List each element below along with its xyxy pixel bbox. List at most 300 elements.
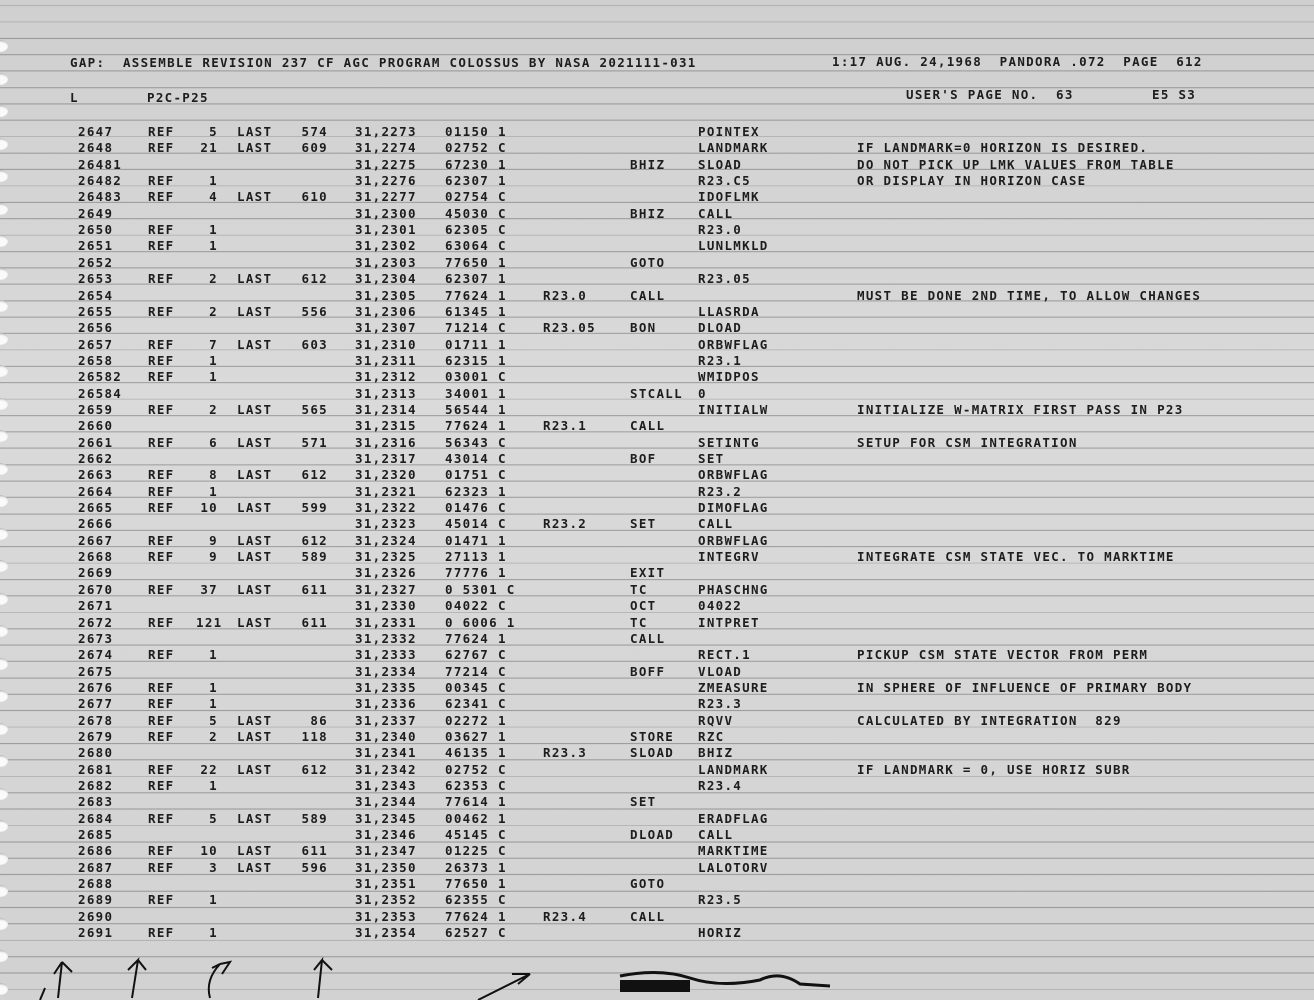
octal-word: 26373 1 bbox=[445, 859, 507, 875]
table-row bbox=[0, 632, 1314, 648]
address: 31,2333 bbox=[355, 647, 417, 663]
comment: CALCULATED BY INTEGRATION 829 bbox=[857, 712, 1122, 728]
last-page: 571 bbox=[301, 434, 328, 450]
address: 31,2342 bbox=[355, 761, 417, 777]
last-keyword: LAST bbox=[237, 140, 273, 156]
operand: LANDMARK bbox=[698, 140, 769, 156]
octal-word: 01711 1 bbox=[445, 336, 507, 352]
operand: 0 bbox=[698, 385, 707, 401]
line-number: 2666 bbox=[78, 516, 114, 532]
octal-word: 77624 1 bbox=[445, 630, 507, 646]
ref-keyword: REF bbox=[148, 859, 175, 875]
last-keyword: LAST bbox=[237, 124, 273, 139]
comment: INITIALIZE W-MATRIX FIRST PASS IN P23 bbox=[857, 401, 1184, 417]
table-row bbox=[0, 763, 1314, 779]
ref-count: 1 bbox=[209, 238, 218, 254]
last-keyword: LAST bbox=[237, 712, 273, 728]
ref-count: 4 bbox=[209, 189, 218, 205]
ref-keyword: REF bbox=[148, 189, 175, 205]
opcode: DLOAD bbox=[630, 827, 675, 843]
code-label: R23.0 bbox=[543, 287, 588, 303]
last-page: 612 bbox=[301, 271, 328, 287]
address: 31,2305 bbox=[355, 287, 417, 303]
address: 31,2340 bbox=[355, 728, 417, 744]
line-number: 2670 bbox=[78, 581, 114, 597]
line-number: 2675 bbox=[78, 663, 114, 679]
octal-word: 61345 1 bbox=[445, 303, 507, 319]
table-row bbox=[0, 828, 1314, 844]
octal-word: 43014 C bbox=[445, 451, 507, 466]
table-row bbox=[0, 550, 1314, 566]
address: 31,2313 bbox=[355, 385, 417, 401]
last-keyword: LAST bbox=[237, 434, 273, 450]
table-row bbox=[0, 141, 1314, 157]
last-keyword: LAST bbox=[237, 614, 273, 630]
table-row bbox=[0, 795, 1314, 811]
line-number: 2657 bbox=[78, 336, 114, 352]
last-page: 610 bbox=[301, 189, 328, 205]
line-number: 2688 bbox=[78, 876, 114, 892]
table-row bbox=[0, 174, 1314, 190]
address: 31,2326 bbox=[355, 565, 417, 581]
ref-count: 1 bbox=[209, 892, 218, 908]
address: 31,2304 bbox=[355, 271, 417, 287]
octal-word: 62315 1 bbox=[445, 352, 507, 368]
line-number: 2652 bbox=[78, 254, 114, 270]
operand: 04022 bbox=[698, 598, 743, 614]
line-number: 2681 bbox=[78, 761, 114, 777]
comment: SETUP FOR CSM INTEGRATION bbox=[857, 434, 1078, 450]
last-page: 612 bbox=[301, 467, 328, 483]
ref-count: 1 bbox=[209, 173, 218, 189]
comment: OR DISPLAY IN HORIZON CASE bbox=[857, 173, 1087, 189]
ref-count: 5 bbox=[209, 124, 218, 139]
ref-keyword: REF bbox=[148, 778, 175, 793]
line-number: 26483 bbox=[78, 189, 123, 205]
address: 31,2331 bbox=[355, 614, 417, 630]
address: 31,2315 bbox=[355, 418, 417, 434]
line-number: 2655 bbox=[78, 303, 114, 319]
octal-word: 77624 1 bbox=[445, 287, 507, 303]
comment: MUST BE DONE 2ND TIME, TO ALLOW CHANGES bbox=[857, 287, 1202, 303]
line-number: 2649 bbox=[78, 205, 114, 221]
operand: SETINTG bbox=[698, 434, 760, 450]
last-page: 556 bbox=[301, 303, 328, 319]
table-row bbox=[0, 190, 1314, 206]
octal-word: 77624 1 bbox=[445, 418, 507, 434]
line-number: 2686 bbox=[78, 843, 114, 859]
last-page: 611 bbox=[301, 614, 328, 630]
ref-keyword: REF bbox=[148, 712, 175, 728]
octal-word: 62353 C bbox=[445, 778, 507, 793]
subheader-user-page: USER'S PAGE NO. 63 bbox=[906, 87, 1074, 102]
sprocket-hole bbox=[0, 105, 8, 117]
last-page: 611 bbox=[301, 843, 328, 859]
octal-word: 46135 1 bbox=[445, 745, 507, 761]
last-keyword: LAST bbox=[237, 549, 273, 565]
address: 31,2323 bbox=[355, 516, 417, 532]
last-keyword: LAST bbox=[237, 189, 273, 205]
address: 31,2345 bbox=[355, 810, 417, 826]
ref-count: 3 bbox=[209, 859, 218, 875]
octal-word: 71214 C bbox=[445, 320, 507, 336]
ref-keyword: REF bbox=[148, 238, 175, 254]
ref-count: 121 bbox=[196, 614, 223, 630]
table-row bbox=[0, 452, 1314, 468]
octal-word: 62307 1 bbox=[445, 271, 507, 287]
opcode: CALL bbox=[630, 287, 666, 303]
octal-word: 62323 1 bbox=[445, 483, 507, 499]
octal-word: 03001 C bbox=[445, 369, 507, 385]
ref-keyword: REF bbox=[148, 500, 175, 516]
code-label: R23.1 bbox=[543, 418, 588, 434]
ref-count: 6 bbox=[209, 434, 218, 450]
last-page: 599 bbox=[301, 500, 328, 516]
operand: SET bbox=[698, 451, 725, 466]
operand: R23.5 bbox=[698, 892, 743, 908]
address: 31,2332 bbox=[355, 630, 417, 646]
opcode: EXIT bbox=[630, 565, 666, 581]
ref-keyword: REF bbox=[148, 434, 175, 450]
listing-header-date-page: 1:17 AUG. 24,1968 PANDORA .072 PAGE 612 bbox=[832, 54, 1203, 69]
last-keyword: LAST bbox=[237, 761, 273, 777]
address: 31,2325 bbox=[355, 549, 417, 565]
table-row bbox=[0, 730, 1314, 746]
ref-keyword: REF bbox=[148, 581, 175, 597]
operand: CALL bbox=[698, 205, 734, 221]
last-keyword: LAST bbox=[237, 581, 273, 597]
ref-count: 1 bbox=[209, 925, 218, 941]
ref-keyword: REF bbox=[148, 925, 175, 941]
octal-word: 02272 1 bbox=[445, 712, 507, 728]
ref-count: 8 bbox=[209, 467, 218, 483]
address: 31,2351 bbox=[355, 876, 417, 892]
line-number: 2667 bbox=[78, 532, 114, 548]
octal-word: 03627 1 bbox=[445, 728, 507, 744]
operand: ERADFLAG bbox=[698, 810, 769, 826]
ref-count: 37 bbox=[200, 581, 218, 597]
address: 31,2303 bbox=[355, 254, 417, 270]
last-page: 603 bbox=[301, 336, 328, 352]
address: 31,2327 bbox=[355, 581, 417, 597]
table-row bbox=[0, 158, 1314, 174]
address: 31,2310 bbox=[355, 336, 417, 352]
line-number: 2679 bbox=[78, 728, 114, 744]
operand: CALL bbox=[698, 827, 734, 843]
operand: MARKTIME bbox=[698, 843, 769, 859]
table-row bbox=[0, 648, 1314, 664]
opcode: BON bbox=[630, 320, 657, 336]
line-number: 2689 bbox=[78, 892, 114, 908]
code-label: R23.3 bbox=[543, 745, 588, 761]
ref-keyword: REF bbox=[148, 532, 175, 548]
operand: ORBWFLAG bbox=[698, 336, 769, 352]
arrow-sketch bbox=[209, 962, 230, 998]
subheader-section: P2C-P25 bbox=[147, 90, 209, 105]
last-page: 612 bbox=[301, 532, 328, 548]
table-row bbox=[0, 566, 1314, 582]
table-row bbox=[0, 207, 1314, 223]
line-number: 2660 bbox=[78, 418, 114, 434]
line-number: 2673 bbox=[78, 630, 114, 646]
ref-count: 9 bbox=[209, 549, 218, 565]
octal-word: 62527 C bbox=[445, 925, 507, 941]
operand: HORIZ bbox=[698, 925, 743, 941]
sprocket-hole bbox=[0, 40, 8, 52]
operand: ZMEASURE bbox=[698, 679, 769, 695]
octal-word: 56343 C bbox=[445, 434, 507, 450]
table-row bbox=[0, 387, 1314, 403]
address: 31,2352 bbox=[355, 892, 417, 908]
line-number: 2648 bbox=[78, 140, 114, 156]
line-number: 2658 bbox=[78, 352, 114, 368]
last-keyword: LAST bbox=[237, 843, 273, 859]
table-row bbox=[0, 812, 1314, 828]
table-row bbox=[0, 746, 1314, 762]
line-number: 2687 bbox=[78, 859, 114, 875]
line-number: 2668 bbox=[78, 549, 114, 565]
table-row bbox=[0, 877, 1314, 893]
address: 31,2343 bbox=[355, 778, 417, 793]
ref-count: 1 bbox=[209, 369, 218, 385]
ref-keyword: REF bbox=[148, 549, 175, 565]
ref-keyword: REF bbox=[148, 679, 175, 695]
last-page: 589 bbox=[301, 810, 328, 826]
operand: INTEGRV bbox=[698, 549, 760, 565]
line-number: 2650 bbox=[78, 222, 114, 238]
comment: INTEGRATE CSM STATE VEC. TO MARKTIME bbox=[857, 549, 1175, 565]
address: 31,2341 bbox=[355, 745, 417, 761]
octal-word: 77776 1 bbox=[445, 565, 507, 581]
ref-count: 10 bbox=[200, 843, 218, 859]
table-row bbox=[0, 419, 1314, 435]
table-row bbox=[0, 289, 1314, 305]
octal-word: 62341 C bbox=[445, 696, 507, 712]
ref-keyword: REF bbox=[148, 483, 175, 499]
line-number: 26481 bbox=[78, 156, 123, 172]
operand: LANDMARK bbox=[698, 761, 769, 777]
address: 31,2274 bbox=[355, 140, 417, 156]
operand: R23.05 bbox=[698, 271, 751, 287]
table-row bbox=[0, 354, 1314, 370]
opcode: CALL bbox=[630, 908, 666, 924]
operand: INITIALW bbox=[698, 401, 769, 417]
ref-keyword: REF bbox=[148, 467, 175, 483]
last-page: 86 bbox=[310, 712, 328, 728]
table-row bbox=[0, 616, 1314, 632]
ref-count: 1 bbox=[209, 483, 218, 499]
line-number: 2665 bbox=[78, 500, 114, 516]
octal-word: 56544 1 bbox=[445, 401, 507, 417]
comment: IF LANDMARK = 0, USE HORIZ SUBR bbox=[857, 761, 1131, 777]
code-label: R23.4 bbox=[543, 908, 588, 924]
operand: ORBWFLAG bbox=[698, 532, 769, 548]
octal-word: 0 5301 C bbox=[445, 581, 516, 597]
operand: INTPRET bbox=[698, 614, 760, 630]
address: 31,2322 bbox=[355, 500, 417, 516]
line-number: 2672 bbox=[78, 614, 114, 630]
signature bbox=[620, 972, 830, 992]
subheader-tag: L bbox=[70, 90, 79, 105]
table-row bbox=[0, 861, 1314, 877]
listing-header-title: GAP: ASSEMBLE REVISION 237 CF AGC PROGRAM COLOSSUS BY NASA 2021111-031 bbox=[70, 55, 697, 70]
opcode: STCALL bbox=[630, 385, 683, 401]
ref-keyword: REF bbox=[148, 728, 175, 744]
table-row bbox=[0, 370, 1314, 386]
operand: SLOAD bbox=[698, 156, 743, 172]
octal-word: 77624 1 bbox=[445, 908, 507, 924]
last-keyword: LAST bbox=[237, 467, 273, 483]
line-number: 2690 bbox=[78, 908, 114, 924]
opcode: CALL bbox=[630, 630, 666, 646]
address: 31,2307 bbox=[355, 320, 417, 336]
table-row bbox=[0, 436, 1314, 452]
table-row bbox=[0, 403, 1314, 419]
address: 31,2354 bbox=[355, 925, 417, 941]
ref-keyword: REF bbox=[148, 401, 175, 417]
subheader-code: E5 S3 bbox=[1152, 87, 1197, 102]
ref-keyword: REF bbox=[148, 810, 175, 826]
octal-word: 45014 C bbox=[445, 516, 507, 532]
octal-word: 02752 C bbox=[445, 140, 507, 156]
operand: ORBWFLAG bbox=[698, 467, 769, 483]
opcode: GOTO bbox=[630, 876, 666, 892]
ref-count: 2 bbox=[209, 401, 218, 417]
address: 31,2306 bbox=[355, 303, 417, 319]
table-row bbox=[0, 256, 1314, 272]
line-number: 2671 bbox=[78, 598, 114, 614]
octal-word: 01150 1 bbox=[445, 124, 507, 139]
opcode: STORE bbox=[630, 728, 675, 744]
table-row bbox=[0, 844, 1314, 860]
arrow-sketch bbox=[314, 960, 332, 998]
line-number: 2664 bbox=[78, 483, 114, 499]
address: 31,2321 bbox=[355, 483, 417, 499]
line-number: 2662 bbox=[78, 451, 114, 466]
table-row bbox=[0, 665, 1314, 681]
address: 31,2275 bbox=[355, 156, 417, 172]
address: 31,2273 bbox=[355, 124, 417, 139]
arrow-sketch bbox=[478, 974, 530, 1000]
ref-count: 1 bbox=[209, 352, 218, 368]
operand: POINTEX bbox=[698, 124, 760, 139]
line-number: 26584 bbox=[78, 385, 123, 401]
sprocket-hole bbox=[0, 73, 8, 85]
line-number: 2674 bbox=[78, 647, 114, 663]
operand: R23.1 bbox=[698, 352, 743, 368]
ref-keyword: REF bbox=[148, 124, 175, 139]
opcode: BHIZ bbox=[630, 205, 666, 221]
octal-word: 00345 C bbox=[445, 679, 507, 695]
octal-word: 00462 1 bbox=[445, 810, 507, 826]
operand: R23.0 bbox=[698, 222, 743, 238]
line-number: 2651 bbox=[78, 238, 114, 254]
ref-keyword: REF bbox=[148, 892, 175, 908]
last-page: 118 bbox=[301, 728, 328, 744]
operand: R23.C5 bbox=[698, 173, 751, 189]
opcode: BHIZ bbox=[630, 156, 666, 172]
arrow-sketch bbox=[40, 962, 72, 1000]
table-row bbox=[0, 239, 1314, 255]
table-row bbox=[0, 485, 1314, 501]
line-number: 2663 bbox=[78, 467, 114, 483]
address: 31,2335 bbox=[355, 679, 417, 695]
ref-count: 21 bbox=[200, 140, 218, 156]
last-keyword: LAST bbox=[237, 859, 273, 875]
table-row bbox=[0, 321, 1314, 337]
last-keyword: LAST bbox=[237, 336, 273, 352]
line-number: 2678 bbox=[78, 712, 114, 728]
operand: BHIZ bbox=[698, 745, 734, 761]
octal-word: 62355 C bbox=[445, 892, 507, 908]
operand: IDOFLMK bbox=[698, 189, 760, 205]
ref-count: 10 bbox=[200, 500, 218, 516]
ref-keyword: REF bbox=[148, 696, 175, 712]
comment: IN SPHERE OF INFLUENCE OF PRIMARY BODY bbox=[857, 679, 1193, 695]
arrow-sketch bbox=[128, 960, 146, 998]
octal-word: 01476 C bbox=[445, 500, 507, 516]
line-number: 2669 bbox=[78, 565, 114, 581]
address: 31,2277 bbox=[355, 189, 417, 205]
ref-count: 2 bbox=[209, 303, 218, 319]
table-row bbox=[0, 910, 1314, 926]
opcode: SLOAD bbox=[630, 745, 675, 761]
last-keyword: LAST bbox=[237, 810, 273, 826]
table-row bbox=[0, 223, 1314, 239]
ref-keyword: REF bbox=[148, 222, 175, 238]
last-keyword: LAST bbox=[237, 532, 273, 548]
operand: R23.3 bbox=[698, 696, 743, 712]
line-number: 2691 bbox=[78, 925, 114, 941]
last-page: 612 bbox=[301, 761, 328, 777]
ref-count: 5 bbox=[209, 810, 218, 826]
address: 31,2316 bbox=[355, 434, 417, 450]
table-row bbox=[0, 517, 1314, 533]
operand: RECT.1 bbox=[698, 647, 751, 663]
address: 31,2276 bbox=[355, 173, 417, 189]
operand: CALL bbox=[698, 516, 734, 532]
comment: DO NOT PICK UP LMK VALUES FROM TABLE bbox=[857, 156, 1175, 172]
octal-word: 45030 C bbox=[445, 205, 507, 221]
opcode: TC bbox=[630, 614, 648, 630]
table-row bbox=[0, 338, 1314, 354]
opcode: SET bbox=[630, 794, 657, 810]
address: 31,2330 bbox=[355, 598, 417, 614]
opcode: BOF bbox=[630, 451, 657, 466]
ref-count: 1 bbox=[209, 679, 218, 695]
ref-count: 9 bbox=[209, 532, 218, 548]
octal-word: 77214 C bbox=[445, 663, 507, 679]
line-number: 2684 bbox=[78, 810, 114, 826]
table-row bbox=[0, 125, 1314, 141]
last-keyword: LAST bbox=[237, 728, 273, 744]
line-number: 2656 bbox=[78, 320, 114, 336]
comment: IF LANDMARK=0 HORIZON IS DESIRED. bbox=[857, 140, 1149, 156]
operand: R23.2 bbox=[698, 483, 743, 499]
address: 31,2324 bbox=[355, 532, 417, 548]
last-page: 609 bbox=[301, 140, 328, 156]
table-row bbox=[0, 534, 1314, 550]
operand: RZC bbox=[698, 728, 725, 744]
address: 31,2300 bbox=[355, 205, 417, 221]
line-number: 2653 bbox=[78, 271, 114, 287]
last-page: 574 bbox=[301, 124, 328, 139]
operand: PHASCHNG bbox=[698, 581, 769, 597]
table-row bbox=[0, 468, 1314, 484]
operand: RQVV bbox=[698, 712, 734, 728]
ref-keyword: REF bbox=[148, 614, 175, 630]
last-page: 596 bbox=[301, 859, 328, 875]
